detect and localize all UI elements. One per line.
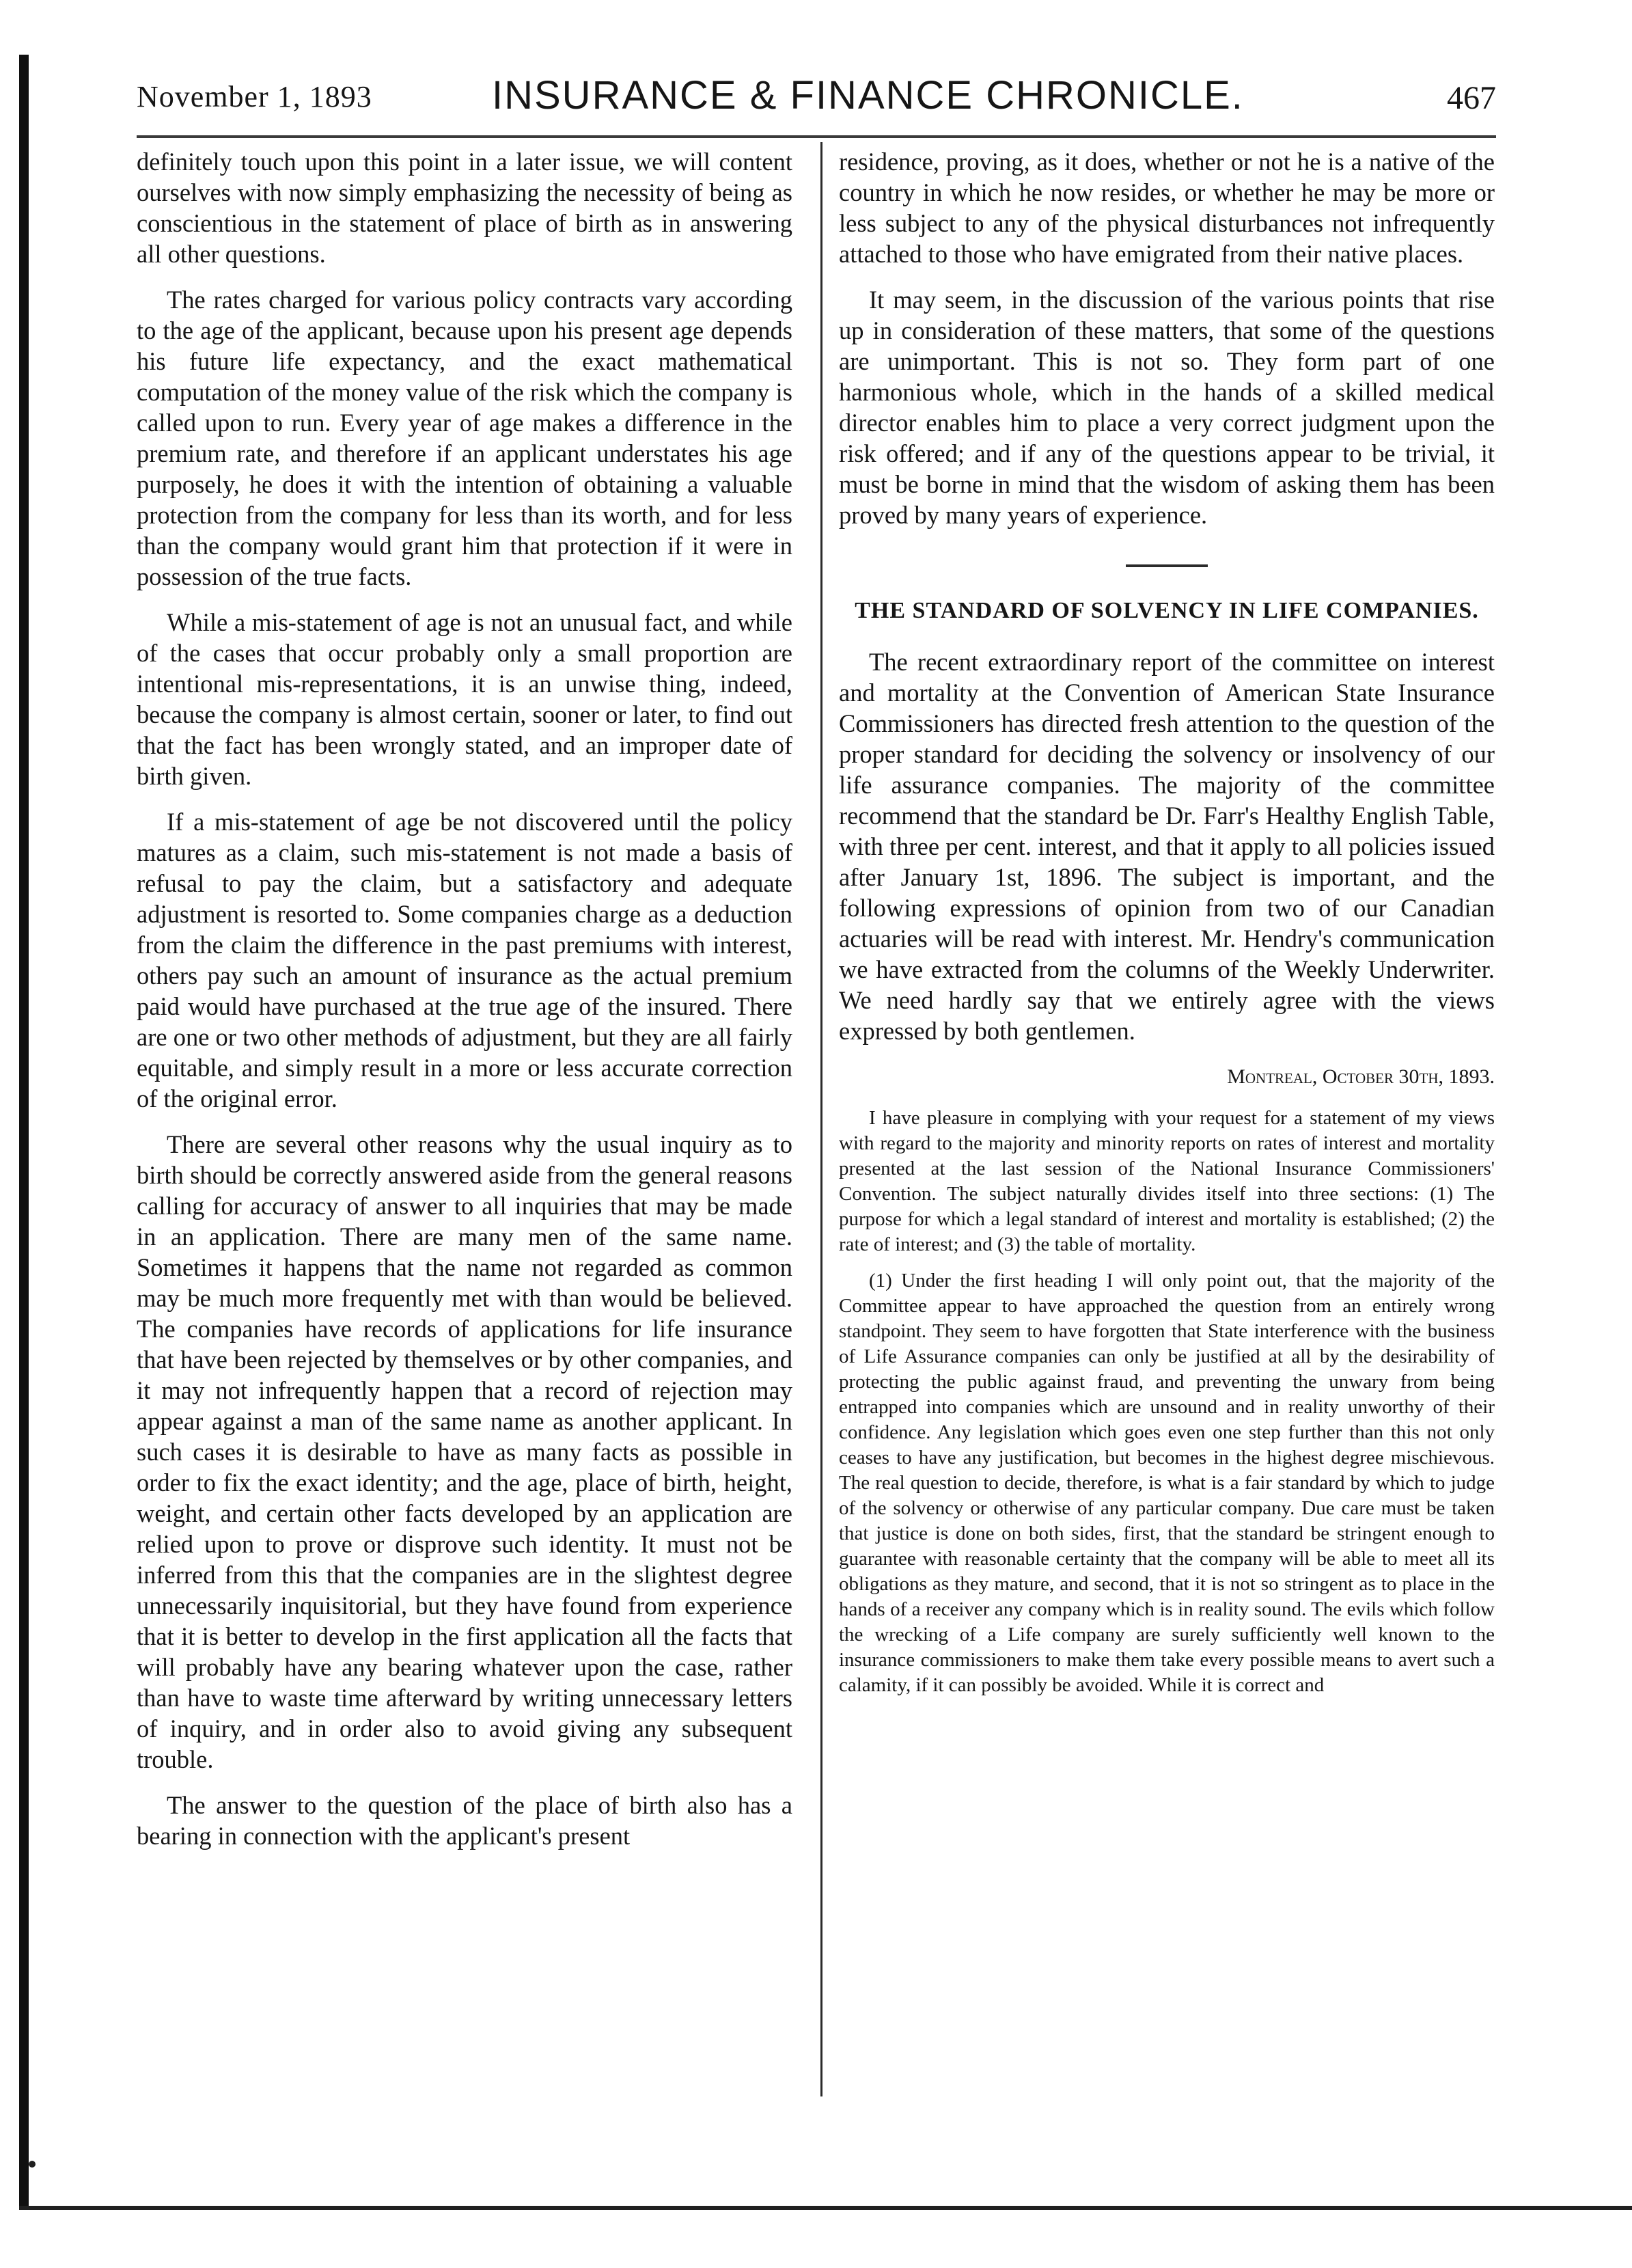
page-left-edge — [19, 55, 29, 2207]
margin-mark — [29, 2161, 36, 2168]
page-bottom-edge — [19, 2206, 1632, 2210]
paragraph: definitely touch upon this point in a later issue, we will content ourselves with now simply emphasizing the necessity of being as conscientious in the statement of place of birth as in answering all other questions. — [137, 148, 792, 268]
right-column — [839, 146, 1495, 1709]
issue-date: November 1, 1893 — [137, 80, 372, 113]
column-divider — [820, 142, 822, 2096]
letter-dateline: Montreal, October 30th, 1893. — [1227, 1065, 1495, 1088]
page-number: 467 — [1447, 80, 1496, 116]
running-header — [137, 73, 1496, 131]
paragraph: It may seem, in the discussion of the various points that rise up in consideration of these matters, that some of the questions are unimportant. This is not so. They form part of one harmonious whole, which in the hands of a skilled medical director enables him to place a very correct judgment upon the risk offered; and if any of the questions appear to be trivial, it must be borne in mind that the wisdom of asking them has been proved by many years of experience. — [839, 286, 1495, 529]
section-rule — [1126, 564, 1208, 567]
paragraph: The answer to the question of the place of birth also has a bearing in connection with the applicant's present — [137, 1791, 792, 1850]
paragraph: While a mis-statement of age is not an unusual fact, and while of the cases that occur probably only a small proportion are intentional mis-representations, it is an unwise thing, indeed, because the company is almost certain, sooner or later, to find out that the fact has been wrongly stated, and an improper date of birth given. — [137, 608, 792, 790]
paragraph: residence, proving, as it does, whether or not he is a native of the country in which he now resides, or whether he may be more or less subject to any of the physical disturbances not infrequently attached to those who have emigrated from their native places. — [839, 148, 1495, 268]
paragraph: There are several other reasons why the usual inquiry as to birth should be correctly answered aside from the general reasons calling for accuracy of answer to all inquiries that may be made in an application. There are many men of the same name. Sometimes it happens that the name not regarded as common may be much more frequently met with than would be believed. The companies have records of applications for life insurance that have been rejected by themselves or by other companies, and it may not infrequently happen that a record of rejection may appear against a man of the same name as another applicant. In such cases it is desirable to have as many facts as possible in order to fix the exact identity; and the age, place of birth, height, weight, and certain other facts developed by an application are relied upon to prove or disprove such identity. It must not be inferred from this that the companies are in the slightest degree unnecessarily inquisitorial, but they have found from experience that it is better to develop in the first application all the facts that will probably have any bearing whatever upon the case, rather than have to waste time afterward by writing unnecessary letters of inquiry, and in order also to avoid giving any subsequent trouble. — [137, 1130, 792, 1773]
letter-paragraph: I have pleasure in complying with your request for a statement of my views with regard to the majority and minority reports on rates of interest and mortality presented at the last session of the National Insurance Commissioners' Convention. The subject naturally divides itself into three sections: (1) The purpose for which a legal standard of interest and mortality is established; (2) the rate of interest; and (3) the table of mortality. — [839, 1107, 1495, 1255]
paragraph: The recent extraordinary report of the committee on interest and mortality at the Convention of American State Insurance Commissioners has directed fresh attention to the question of the proper standard for deciding the solvency or insolvency of our life assurance companies. The majority of the committee recommend that the standard be Dr. Farr's Healthy English Table, with three per cent. interest, and that it apply to all policies issued after January 1st, 1896. The subject is important, and the following expressions of opinion from two of our Canadian actuaries will be read with interest. Mr. Hendry's communication we have extracted from the columns of the Weekly Underwriter. We need hardly say that we entirely agree with the views expressed by both gentlemen. — [839, 648, 1495, 1045]
letter-paragraph: (1) Under the first heading I will only point out, that the majority of the Committee appear to have approached the question from an entirely wrong standpoint. They seem to have forgotten that State interference with the business of Life Assurance companies can only be justified at all by the desirability of protecting the public against fraud, and preventing the unwary from being entrapped into companies which are unsound and in reality unworthy of their confidence. Any legislation which goes even one step further than this not only ceases to have any justification, but becomes in the highest degree mischievous. The real question to decide, therefore, is what is a fair standard by which to judge of the solvency or otherwise of any particular company. Due care must be taken that justice is done on both sides, first, that the standard be stringent enough to guarantee with reasonable certainty that the company will be able to meet all its obligations as they mature, and second, that it is not so stringent as to place in the hands of a receiver any company which is in reality sound. The evils which follow the wrecking of a Life company are surely sufficiently well known to the insurance commissioners to make them take every possible means to avert such a calamity, if it can possibly be avoided. While it is correct and — [839, 1270, 1495, 1696]
left-column — [137, 146, 792, 1866]
publication-title: INSURANCE & FINANCE CHRONICLE. — [492, 73, 1244, 118]
header-rule — [137, 135, 1496, 138]
paragraph: If a mis-statement of age be not discovered until the policy matures as a claim, such mis-statement is not made a basis of refusal to pay the claim, but a satisfactory and adequate adjustment is resorted to. Some companies charge as a deduction from the claim the difference in the past premiums with interest, others pay such an amount of insurance as the actual premium paid would have purchased at the true age of the insured. There are one or two other methods of adjustment, but they are all fairly equitable, and simply result in a more or less accurate correction of the original error. — [137, 808, 792, 1112]
section-title: THE STANDARD OF SOLVENCY IN LIFE COMPANIES. — [855, 598, 1479, 623]
paragraph: The rates charged for various policy contracts vary according to the age of the applicant, because upon his present age depends his future life expectancy, and the exact mathematical computation of the money value of the risk which the company is called upon to run. Every year of age makes a difference in the premium rate, and therefore if an applicant understates his age purposely, he does it with the intention of obtaining a valuable protection from the company for less than its worth, and for less than the company would grant him that protection if it were in possession of the true facts. — [137, 286, 792, 590]
